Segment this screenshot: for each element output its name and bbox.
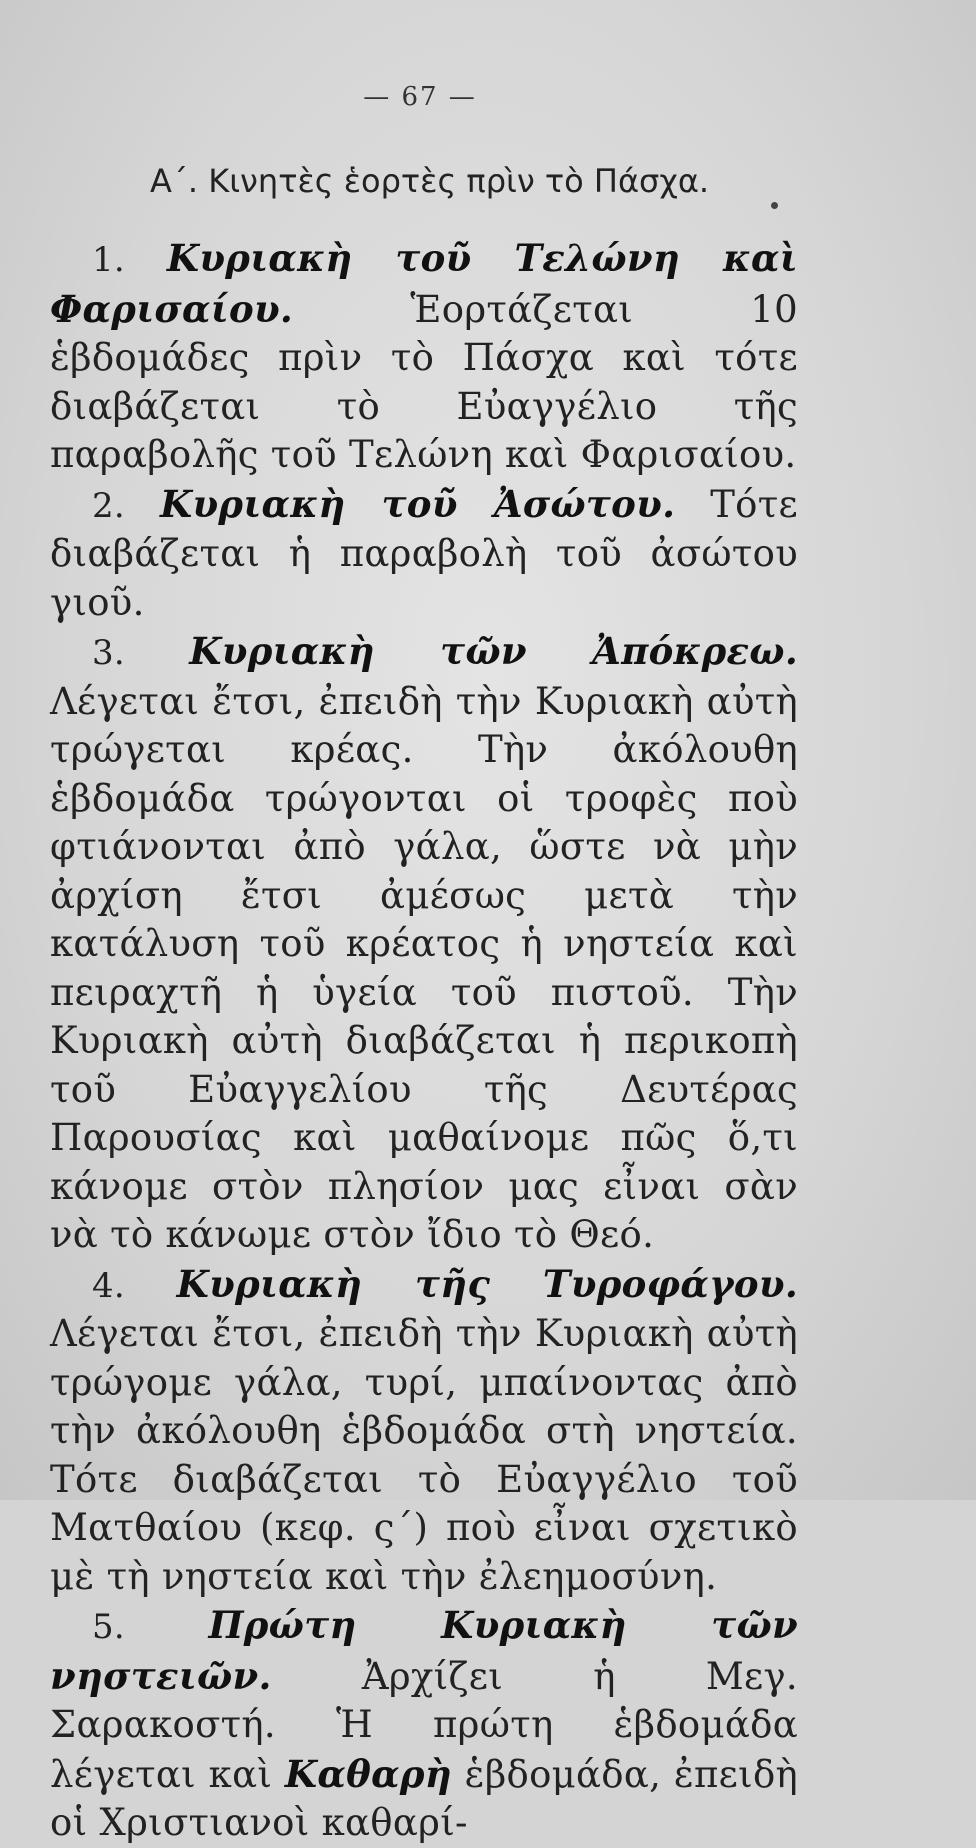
entry-title: Κυριακὴ τοῦ Τελώνη καὶ Φαρισαίου. xyxy=(50,236,798,331)
entry-number: 3. xyxy=(92,633,126,673)
body-text xyxy=(50,234,798,1848)
entry-title: Πρώτη Κυριακὴ τῶν νηστειῶν. xyxy=(50,1603,799,1698)
entry-text: Τότε διαβάζεται ἡ παραβολὴ τοῦ ἀσώτου γιοῦ. xyxy=(50,482,798,624)
entry-paragraph xyxy=(50,1260,798,1602)
entry-paragraph xyxy=(50,1601,798,1848)
entry-title: Κυριακὴ τοῦ Ἀσώτου. xyxy=(160,481,676,526)
entry-title: Κυριακὴ τῆς Τυροφάγου. xyxy=(176,1261,799,1306)
entry-number: 4. xyxy=(92,1265,126,1306)
entry-text: Λέγεται ἔτσι, ἐπειδὴ τὴν Κυριακὴ αὐτὴ τρώγεται κρέας. Τὴν ἀκόλουθη ἑβδομάδα τρώγονται οἱ τροφὲς ποὺ φτιάνονται ἀπὸ γάλα, ὥστε νὰ μὴν ἀρχίση ἔτσι ἀμέσως μετὰ τὴν κατάλυση τοῦ κρέατος ἡ νηστεία καὶ πειραχτῆ ἡ ὑγεία τοῦ πιστοῦ. Τὴν Κυριακὴ αὐτὴ διαβάζεται ἡ περικοπὴ τοῦ Εὐαγγελίου τῆς Δευτέρας Παρουσίας καὶ μαθαίνομε πῶς ὅ,τι κάνομε στὸν πλησίον μας εἶναι σὰν νὰ τὸ κάνωμε στὸν ἴδιο τὸ Θεό. xyxy=(50,679,798,1256)
entry-paragraph xyxy=(50,627,798,1260)
entry-text-continued: ἑβδομάδα, ἐπειδὴ οἱ Χριστιανοὶ καθαρί- xyxy=(50,1752,798,1844)
entry-title: Κυριακὴ τῶν Ἀπόκρεω. xyxy=(189,629,798,673)
entry-paragraph xyxy=(50,234,798,480)
entry-number: 5. xyxy=(92,1607,126,1647)
entry-number: 2. xyxy=(92,485,126,526)
entry-text: Ἀρχίζει ἡ Μεγ. Σαρακοστή. Ἡ πρώτη ἑβδομάδα λέγεται καὶ xyxy=(50,1654,798,1796)
page-number: — 67 — xyxy=(363,82,477,112)
print-speck xyxy=(771,202,778,209)
entry-emphasis: Καθαρὴ xyxy=(284,1751,452,1796)
section-heading: Α΄. Κινητὲς ἑορτὲς πρὶν τὸ Πάσχα. xyxy=(150,162,710,200)
entry-paragraph xyxy=(50,480,798,628)
entry-text: Λέγεται ἔτσι, ἐπειδὴ τὴν Κυριακὴ αὐτὴ τρώγομε γάλα, τυρί, μπαίνοντας ἀπὸ τὴν ἀκόλουθη ἑβδομάδα στὴ νηστεία. Τότε διαβάζεται τὸ Εὐαγγέλιο τοῦ Ματθαίου (κεφ. ς΄) ποὺ εἶναι σχετικὸ μὲ τὴ νηστεία καὶ τὴν ἐλεημοσύνη. xyxy=(50,1312,798,1598)
entry-number: 1. xyxy=(92,240,126,280)
entry-text: Ἑορτάζεται 10 ἑβδομάδες πρὶν τὸ Πάσχα καὶ τότε διαβάζεται τὸ Εὐαγγέλιο τῆς παραβολῆς τοῦ Τελώνη καὶ Φαρισαίου. xyxy=(50,287,798,476)
